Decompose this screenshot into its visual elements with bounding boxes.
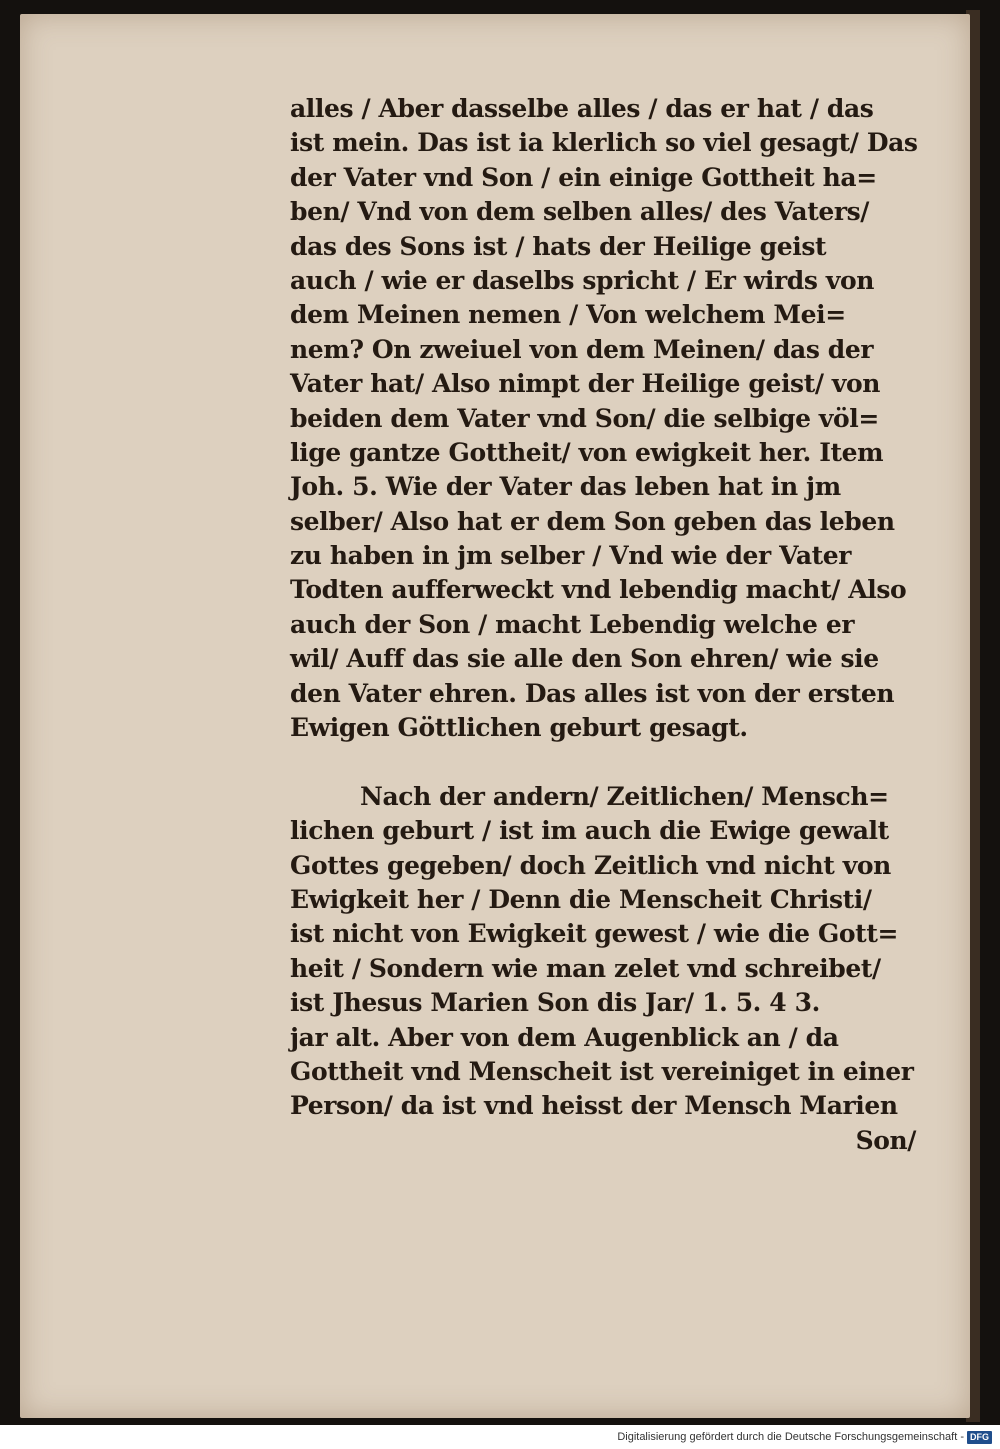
- page-text: [290, 92, 950, 1158]
- text-line: lige gantze Gottheit/ von ewigkeit her. Item: [290, 437, 884, 467]
- text-line: heit / Sondern wie man zelet vnd schreibet/: [290, 953, 881, 983]
- digitization-footer: [0, 1425, 1000, 1449]
- text-line: Todten aufferweckt vnd lebendig macht/ Also: [290, 575, 907, 605]
- text-line: nem? On zweiuel von dem Meinen/ das der: [290, 334, 874, 364]
- text-line: Person/ da ist vnd heisst der Mensch Marien: [290, 1091, 898, 1121]
- text-line: ben/ Vnd von dem selben alles/ des Vaters/: [290, 197, 870, 227]
- text-line: jar alt. Aber von dem Augenblick an / da: [290, 1022, 839, 1052]
- text-line: selber/ Also hat er dem Son geben das leben: [290, 506, 895, 536]
- text-line: zu haben in jm selber / Vnd wie der Vater: [290, 541, 852, 571]
- text-line: Vater hat/ Also nimpt der Heilige geist/ von: [290, 369, 881, 399]
- text-line: wil/ Auff das sie alle den Son ehren/ wie sie: [290, 644, 879, 674]
- text-line: lichen geburt / ist im auch die Ewige gewalt: [290, 816, 889, 846]
- text-line: Ewigen Göttlichen geburt gesagt.: [290, 713, 748, 743]
- text-line: Joh. 5. Wie der Vater das leben hat in jm: [290, 472, 841, 502]
- paragraph-gap: [290, 745, 950, 779]
- text-line: dem Meinen nemen / Von welchem Mei=: [290, 300, 846, 330]
- catchword: Son/: [855, 1125, 916, 1155]
- text-line: auch / wie er daselbs spricht / Er wirds von: [290, 265, 874, 295]
- text-line: ist nicht von Ewigkeit gewest / wie die Gott=: [290, 919, 899, 949]
- text-line: den Vater ehren. Das alles ist von der ersten: [290, 678, 895, 708]
- text-line: Ewigkeit her / Denn die Menscheit Christi/: [290, 884, 872, 914]
- text-line: das des Sons ist / hats der Heilige geist: [290, 231, 827, 261]
- text-line: beiden dem Vater vnd Son/ die selbige völ=: [290, 403, 879, 433]
- footer-credit-text: Digitalisierung gefördert durch die Deutsche Forschungsgemeinschaft -: [617, 1431, 964, 1443]
- text-line: ist Jhesus Marien Son dis Jar/ 1. 5. 4 3.: [290, 988, 820, 1018]
- text-line: ist mein. Das ist ia klerlich so viel gesagt/ Das: [290, 128, 918, 158]
- text-line: Gottes gegeben/ doch Zeitlich vnd nicht von: [290, 850, 891, 880]
- text-line: auch der Son / macht Lebendig welche er: [290, 609, 855, 639]
- text-line: der Vater vnd Son / ein einige Gottheit ha=: [290, 162, 877, 192]
- text-line: Gottheit vnd Menscheit ist vereiniget in einer: [290, 1056, 914, 1086]
- text-line-indented: Nach der andern/ Zeitlichen/ Mensch=: [360, 781, 889, 811]
- dfg-logo-icon: DFG: [967, 1431, 992, 1444]
- text-line: alles / Aber dasselbe alles / das er hat / das: [290, 94, 874, 123]
